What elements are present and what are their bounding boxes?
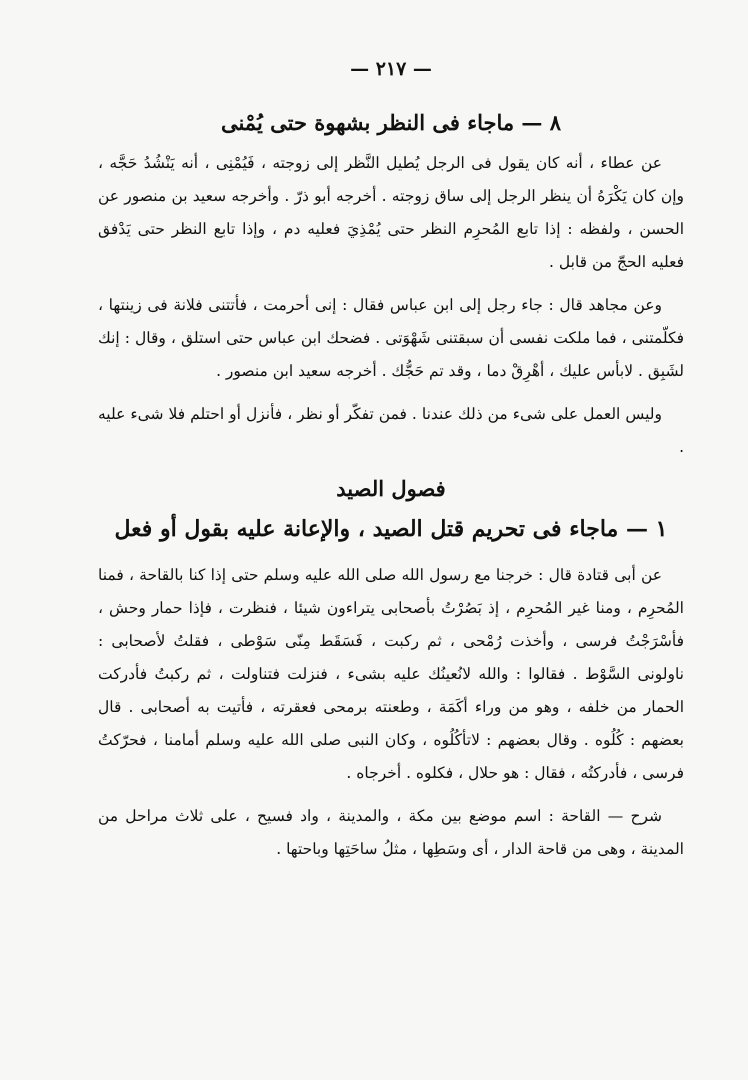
section-8-paragraph-3: وليس العمل على شىء من ذلك عندنا . فمن تفكّر أو نظر ، فأنزل أو احتلم فلا شىء عليه . [98, 405, 684, 457]
chapter-title-hunting: فصول الصيد [336, 476, 446, 502]
hunting-explanation-paragraph: شرح — القاحة : اسم موضع بين مكة ، والمدينة ، واد فسيح ، على ثلاث مراحل من المدينة ، وهى من قاحة الدار ، أى وسَطِها ، مثلُ ساحَتِها وباحتها . [98, 806, 684, 858]
section-8-paragraph-1: عن عطاء ، أنه كان يقول فى الرجل يُطيل النَّظر إلى زوجته ، فَيُمْنِى ، أنه يَنْشُدُ حَجَّه ، وإن كان يَكْرَهُ أن ينظر الرجل إلى ساق زوجته . أخرجه أبو ذرّ . وأخرجه سعيد بن منصور عن الحسن ، ولفظه : إذا تابع المُحرِم النظر حتى يُمْذِيَ فعليه دم ، وإذا تابع النظر حتى يَدْفق فعليه الحجّ من قابل . [98, 154, 684, 272]
hunting-section-1-title: ١ — ماجاء فى تحريم قتل الصيد ، والإعانة عليه بقول أو فعل [114, 515, 668, 542]
section-8-paragraph-2: وعن مجاهد قال : جاء رجل إلى ابن عباس فقال : إنى أحرمت ، فأتتنى فلانة فى زينتها ، فكلّمتنى ، فما ملكت نفسى أن سبقتنى شَهْوَتى . فضحك ابن عباس حتى استلق ، وقال : إنك لشَبِق . لابأس عليك ، أهْرِقْ دما ، وقد تم حَجُّك . أخرجه سعيد ابن منصور . [98, 296, 684, 381]
hunting-paragraph-1: عن أبى قتادة قال : خرجنا مع رسول الله صلى الله عليه وسلم حتى إذا كنا بالقاحة ، فمنا المُحرِم ، ومنا غير المُحرِم ، إذ بَصُرْتُ بأصحابى يتراءون شيئا ، فنظرت ، فإذا حمار وحش ، فأسْرَجْتُ فرسى ، وأخذت رُمْحى ، ثم ركبت ، فَسَقَط مِنّى سَوْطى ، فقلتُ لأصحابى : ناولونى السَّوْط . فقالوا : والله لانُعينُك عليه بشىء ، فنزلت فتناولت ، ثم ركبتُ فأدركت الحمار من خلفه ، وهو من وراء أكَمَة ، وطعنته برمحى فعقرته ، فأتيت به أصحابى . قال بعضهم : كُلُوه . وقال بعضهم : لاتأكُلُوه ، وكان النبى صلى الله عليه وسلم أمامنا ، فحرّكتُ فرسى ، فأدركتُه ، فقال : هو حلال ، فكلوه . أخرجاه . [98, 565, 684, 782]
section-8-title: ٨ — ماجاء فى النظر بشهوة حتى يُمْنى [220, 110, 562, 135]
page-number: — ٢١٧ — [350, 58, 432, 80]
